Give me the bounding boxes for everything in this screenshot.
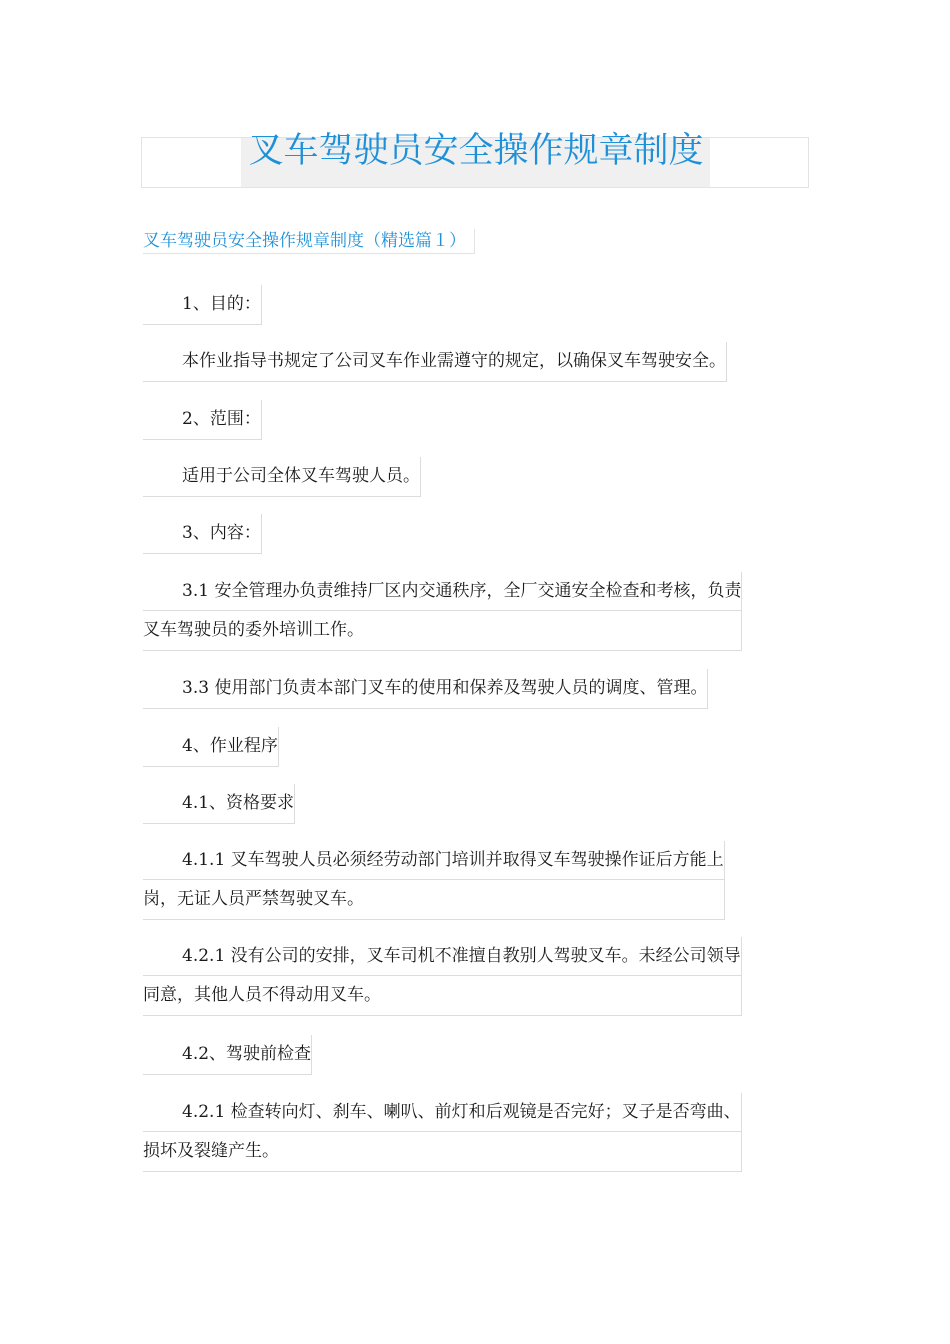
paragraph-line: 3.3 使用部门负责本部门叉车的使用和保养及驾驶人员的调度、管理。 [182,678,708,698]
paragraph-line: 1、目的： [182,294,261,314]
paragraph-line: 3、内容： [182,523,261,543]
paragraph [143,285,262,325]
paragraph-line: 叉车驾驶员的委外培训工作。 [143,610,741,650]
paragraph-line: 4.2.1 没有公司的安排，叉车司机不准擅自教别人驾驶叉车。未经公司领导 [182,946,741,966]
document-title: 叉车驾驶员安全操作规章制度 [248,131,704,171]
paragraph-line: 适用于公司全体叉车驾驶人员。 [182,466,420,486]
paragraph-line: 同意，其他人员不得动用叉车。 [143,975,741,1015]
paragraph [143,937,742,1016]
paragraph [143,727,279,767]
paragraph-line: 4.1.1 叉车驾驶人员必须经劳动部门培训并取得叉车驾驶操作证后方能上 [182,850,724,870]
paragraph [143,784,295,824]
paragraph-line: 本作业指导书规定了公司叉车作业需遵守的规定，以确保叉车驾驶安全。 [182,351,726,371]
paragraph [143,457,421,497]
paragraph [143,1093,742,1172]
paragraph [143,1035,312,1075]
paragraph [143,400,262,440]
paragraph [143,669,708,709]
paragraph-line: 损坏及裂缝产生。 [143,1131,741,1171]
paragraph-line: 2、范围： [182,409,261,429]
paragraph-line: 4.1、资格要求 [182,793,295,813]
paragraph [143,342,727,382]
paragraph-line: 4.2.1 检查转向灯、刹车、喇叭、前灯和后观镜是否完好；叉子是否弯曲、 [182,1102,741,1122]
paragraph [143,572,742,651]
section-heading: 叉车驾驶员安全操作规章制度（精选篇１） [143,229,475,254]
paragraph-line: 岗，无证人员严禁驾驶叉车。 [143,879,724,919]
paragraph [143,841,725,920]
title-box [141,131,809,188]
paragraph [143,514,262,554]
paragraph-line: 3.1 安全管理办负责维持厂区内交通秩序，全厂交通安全检查和考核，负责 [182,581,742,601]
paragraph-line: 4.2、驾驶前检查 [182,1044,312,1064]
paragraph-line: 4、作业程序 [182,736,278,756]
